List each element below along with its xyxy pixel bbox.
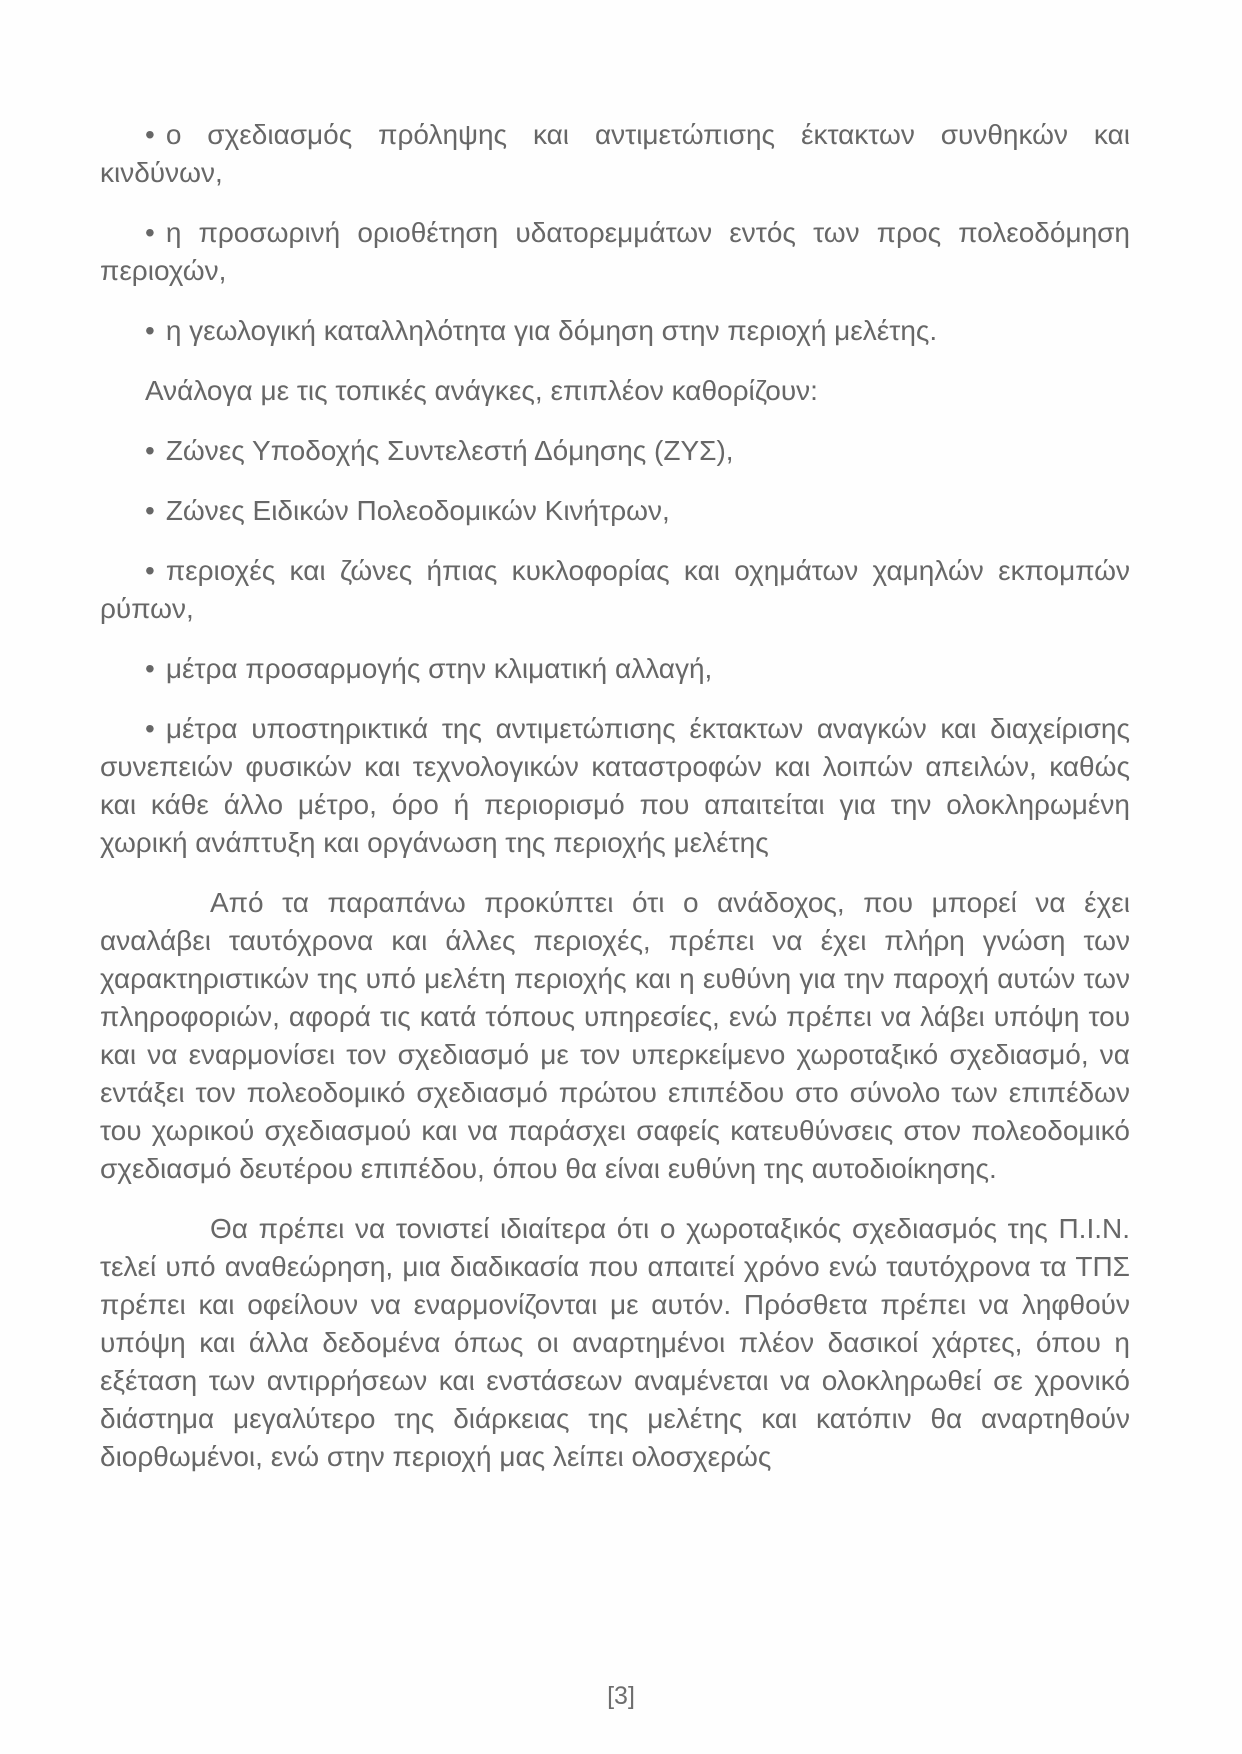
bullet-icon: • xyxy=(145,653,155,684)
bullet-icon: • xyxy=(145,119,155,150)
bullet-item xyxy=(100,116,1130,192)
bullet-item xyxy=(100,710,1130,862)
paragraph-text: Θα πρέπει να τονιστεί ιδιαίτερα ότι ο χωροταξικός σχεδιασμός της Π.Ι.Ν. τελεί υπό αναθεώρηση, μια διαδικασία που απαιτεί χρόνο ενώ ταυτόχρονα τα ΤΠΣ πρέπει και οφείλουν να εναρμονίζονται με αυτόν. Πρόσθετα πρέπει να ληφθούν υπόψη και άλλα δεδομένα όπως οι αναρτημένοι πλέον δασικοί χάρτες, όπου η εξέταση των αντιρρήσεων και ενστάσεων αναμένεται να ολοκληρωθεί σε χρονικό διάστημα μεγαλύτερο της διάρκειας της μελέτης και κατόπιν θα αναρτηθούν διορθωμένοι, ενώ στην περιοχή μας λείπει ολοσχερώς xyxy=(100,1213,1130,1472)
page-number: [3] xyxy=(607,1682,635,1710)
paragraph xyxy=(100,372,1130,410)
paragraph-text: Από τα παραπάνω προκύπτει ότι ο ανάδοχος, που μπορεί να έχει αναλάβει ταυτόχρονα και άλλες περιοχές, πρέπει να έχει πλήρη γνώση των χαρακτηριστικών της υπό μελέτη περιοχής και η ευθύνη για την παροχή αυτών των πληροφοριών, αφορά τις κατά τόπους υπηρεσίες, ενώ πρέπει να λάβει υπόψη του και να εναρμονίσει τον σχεδιασμό με τον υπερκείμενο χωροταξικό σχεδιασμό, να εντάξει τον πολεοδομικό σχεδιασμό πρώτου επιπέδου στο σύνολο των επιπέδων του χωρικού σχεδιασμού και να παράσχει σαφείς κατευθύνσεις στον πολεοδομικό σχεδιασμό δευτέρου επιπέδου, όπου θα είναι ευθύνη της αυτοδιοίκησης. xyxy=(100,887,1130,1184)
bullet-icon: • xyxy=(145,555,155,586)
bullet-item xyxy=(100,312,1130,350)
paragraph xyxy=(100,1210,1130,1476)
bullet-item-text: μέτρα υποστηρικτικά της αντιμετώπισης έκτακτων αναγκών και διαχείρισης συνεπειών φυσικών και τεχνολογικών καταστροφών και λοιπών απειλών, καθώς και κάθε άλλο μέτρο, όρο ή περιορισμό που απαιτείται για την ολοκληρωμένη χωρική ανάπτυξη και οργάνωση της περιοχής μελέτης xyxy=(100,713,1130,858)
bullet-item xyxy=(100,214,1130,290)
bullet-item-text: περιοχές και ζώνες ήπιας κυκλοφορίας και οχημάτων χαμηλών εκπομπών ρύπων, xyxy=(100,555,1130,624)
bullet-icon: • xyxy=(145,435,155,466)
bullet-item-text: μέτρα προσαρμογής στην κλιματική αλλαγή, xyxy=(165,653,713,684)
bullet-item-text: η γεωλογική καταλληλότητα για δόμηση στην περιοχή μελέτης. xyxy=(165,315,938,346)
page-footer xyxy=(0,1682,1242,1710)
bullet-item-text: ο σχεδιασμός πρόληψης και αντιμετώπισης έκτακτων συνθηκών και κινδύνων, xyxy=(100,119,1130,188)
bullet-item-text: Ζώνες Υποδοχής Συντελεστή Δόμησης (ΖΥΣ), xyxy=(165,435,734,466)
bullet-item-text: Ζώνες Ειδικών Πολεοδομικών Κινήτρων, xyxy=(165,495,670,526)
bullet-icon: • xyxy=(145,713,155,744)
bullet-item xyxy=(100,432,1130,470)
bullet-item-text: η προσωρινή οριοθέτηση υδατορεμμάτων εντός των προς πολεοδόμηση περιοχών, xyxy=(100,217,1130,286)
paragraph xyxy=(100,884,1130,1188)
bullet-icon: • xyxy=(145,495,155,526)
bullet-item xyxy=(100,552,1130,628)
document-body xyxy=(100,116,1130,1476)
paragraph-text: Ανάλογα με τις τοπικές ανάγκες, επιπλέον καθορίζουν: xyxy=(145,375,818,406)
bullet-item xyxy=(100,492,1130,530)
bullet-item xyxy=(100,650,1130,688)
bullet-icon: • xyxy=(145,315,155,346)
bullet-icon: • xyxy=(145,217,155,248)
